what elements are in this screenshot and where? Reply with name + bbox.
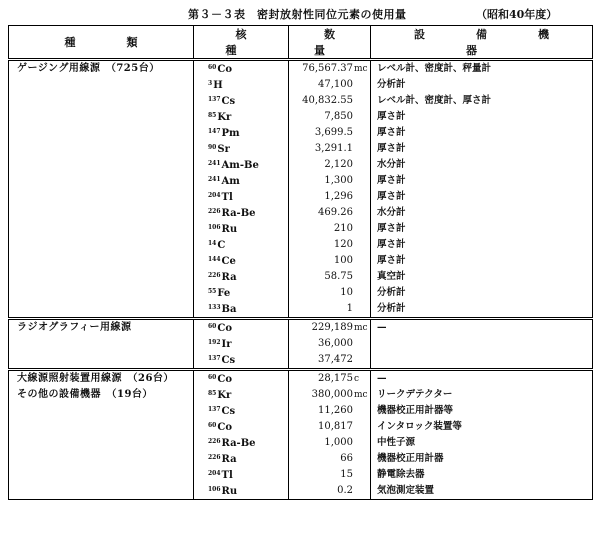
element-symbol: Cs (221, 355, 236, 366)
category-cell (9, 451, 194, 467)
table-row (9, 419, 593, 435)
quantity-cell (289, 451, 371, 467)
category-cell (9, 189, 194, 205)
table-row (9, 93, 593, 109)
equipment-cell: 機器校正用計器 (371, 451, 593, 467)
category-cell: その他の設備機器 （19台） (9, 387, 194, 403)
quantity-cell (289, 125, 371, 141)
quantity-value: 58.75 (324, 271, 353, 282)
nuclide-cell (194, 319, 289, 337)
mass-number: 3 (208, 80, 213, 87)
isotope-usage-table (8, 25, 600, 500)
equipment-cell: 分析計 (371, 77, 593, 93)
category-cell: 大線源照射装置用線源 （26台） (9, 370, 194, 388)
element-symbol: Kr (217, 112, 232, 123)
element-symbol: Ce (221, 256, 236, 267)
element-symbol: Ra-Be (221, 438, 256, 449)
mass-number: 137 (208, 96, 221, 103)
table-row (9, 77, 593, 93)
equipment-cell: 厚さ計 (371, 189, 593, 205)
quantity-value: 1,000 (324, 437, 353, 448)
quantity-cell (289, 141, 371, 157)
quantity-value: 3,291.1 (314, 143, 353, 154)
category-cell: ゲージング用線源 （725台） (9, 60, 194, 78)
mass-number: 60 (208, 64, 217, 71)
table-row (9, 483, 593, 500)
equipment-cell: 厚さ計 (371, 141, 593, 157)
nuclide-cell (194, 189, 289, 205)
quantity-value: 28,175 (318, 373, 353, 384)
quantity-value: 66 (340, 453, 353, 464)
category-cell (9, 173, 194, 189)
mass-number: 106 (208, 224, 221, 231)
quantity-cell (289, 237, 371, 253)
element-symbol: Ra (221, 272, 237, 283)
quantity-cell (289, 435, 371, 451)
quantity-value: 229,189 (311, 322, 353, 333)
quantity-cell (289, 387, 371, 403)
element-symbol: H (213, 80, 223, 91)
table-row (9, 352, 593, 370)
table-row (9, 237, 593, 253)
table-title: 第３－３表 密封放射性同位元素の使用量 (188, 8, 407, 21)
equipment-cell: — (371, 370, 593, 388)
category-cell (9, 125, 194, 141)
quantity-cell (289, 93, 371, 109)
element-symbol: Am-Be (221, 160, 259, 171)
equipment-cell: 厚さ計 (371, 253, 593, 269)
quantity-value: 1,300 (324, 175, 353, 186)
mass-number: 85 (208, 390, 217, 397)
table-row (9, 189, 593, 205)
category-cell (9, 352, 194, 370)
category-cell (9, 205, 194, 221)
mass-number: 204 (208, 192, 221, 199)
quantity-value: 10 (340, 287, 353, 298)
mass-number: 14 (208, 240, 217, 247)
category-cell (9, 403, 194, 419)
nuclide-cell (194, 60, 289, 78)
equipment-cell: 厚さ計 (371, 173, 593, 189)
table-row (9, 403, 593, 419)
table-row (9, 370, 593, 388)
header-nuclide: 核 種 (194, 26, 289, 60)
category-cell (9, 157, 194, 173)
equipment-cell: — (371, 319, 593, 337)
element-symbol: Tl (221, 192, 233, 203)
element-symbol: Co (217, 64, 232, 75)
quantity-cell (289, 77, 371, 93)
category-cell (9, 483, 194, 500)
element-symbol: Ra-Be (221, 208, 256, 219)
quantity-unit: mc (354, 64, 368, 74)
quantity-cell (289, 269, 371, 285)
quantity-value: 15 (340, 469, 353, 480)
element-symbol: Tl (221, 470, 233, 481)
quantity-value: 0.2 (337, 485, 353, 496)
equipment-cell: 厚さ計 (371, 109, 593, 125)
element-symbol: Cs (221, 96, 236, 107)
table-row (9, 141, 593, 157)
element-symbol: Sr (217, 144, 230, 155)
quantity-cell (289, 109, 371, 125)
quantity-cell (289, 221, 371, 237)
element-symbol: Cs (221, 406, 236, 417)
table-row (9, 467, 593, 483)
nuclide-cell (194, 253, 289, 269)
nuclide-cell (194, 269, 289, 285)
nuclide-cell (194, 435, 289, 451)
title-row (0, 6, 600, 22)
nuclide-cell (194, 467, 289, 483)
equipment-cell: 気泡測定装置 (371, 483, 593, 500)
category-cell (9, 237, 194, 253)
quantity-value: 100 (333, 255, 353, 266)
quantity-value: 210 (333, 223, 353, 234)
quantity-cell (289, 483, 371, 500)
element-symbol: Ra (221, 454, 237, 465)
mass-number: 226 (208, 454, 221, 461)
mass-number: 192 (208, 339, 221, 346)
equipment-cell (371, 352, 593, 370)
category-cell (9, 109, 194, 125)
table-body (9, 60, 593, 500)
nuclide-cell (194, 205, 289, 221)
element-symbol: Kr (217, 390, 232, 401)
header-category: 種 類 (9, 26, 194, 60)
mass-number: 204 (208, 470, 221, 477)
element-symbol: Ru (221, 486, 238, 497)
category-cell (9, 336, 194, 352)
quantity-cell (289, 336, 371, 352)
table-row (9, 125, 593, 141)
equipment-cell: 真空計 (371, 269, 593, 285)
table-row (9, 253, 593, 269)
mass-number: 55 (208, 288, 217, 295)
quantity-value: 3,699.5 (314, 127, 353, 138)
element-symbol: Ba (221, 304, 237, 315)
quantity-value: 37,472 (318, 354, 353, 365)
nuclide-cell (194, 370, 289, 388)
nuclide-cell (194, 419, 289, 435)
header-row (9, 26, 593, 60)
nuclide-cell (194, 237, 289, 253)
category-cell (9, 141, 194, 157)
nuclide-cell (194, 301, 289, 319)
quantity-value: 120 (333, 239, 353, 250)
table-row (9, 435, 593, 451)
equipment-cell: レベル計、密度計、厚さ計 (371, 93, 593, 109)
category-cell (9, 77, 194, 93)
table-row (9, 387, 593, 403)
mass-number: 106 (208, 486, 221, 493)
table-row (9, 221, 593, 237)
element-symbol: Co (217, 323, 232, 334)
equipment-cell: 厚さ計 (371, 125, 593, 141)
mass-number: 241 (208, 160, 221, 167)
quantity-unit: c (354, 374, 360, 384)
equipment-cell: 水分計 (371, 157, 593, 173)
mass-number: 85 (208, 112, 217, 119)
equipment-cell: 静電除去器 (371, 467, 593, 483)
mass-number: 226 (208, 272, 221, 279)
element-symbol: Fe (217, 288, 231, 299)
quantity-cell (289, 319, 371, 337)
equipment-cell: リークデテクター (371, 387, 593, 403)
quantity-value: 2,120 (324, 159, 353, 170)
equipment-cell: 水分計 (371, 205, 593, 221)
mass-number: 147 (208, 128, 221, 135)
table-row (9, 109, 593, 125)
quantity-value: 7,850 (324, 111, 353, 122)
quantity-cell (289, 173, 371, 189)
equipment-cell: 分析計 (371, 301, 593, 319)
mass-number: 60 (208, 323, 217, 330)
nuclide-cell (194, 141, 289, 157)
quantity-value: 380,000 (311, 389, 353, 400)
nuclide-cell (194, 77, 289, 93)
nuclide-cell (194, 387, 289, 403)
element-symbol: Ir (221, 339, 232, 350)
mass-number: 137 (208, 355, 221, 362)
nuclide-cell (194, 173, 289, 189)
element-symbol: Pm (221, 128, 240, 139)
category-cell (9, 285, 194, 301)
quantity-value: 47,100 (318, 79, 353, 90)
equipment-cell: 分析計 (371, 285, 593, 301)
mass-number: 226 (208, 208, 221, 215)
quantity-value: 36,000 (318, 338, 353, 349)
quantity-cell (289, 301, 371, 319)
equipment-cell: インタロック装置等 (371, 419, 593, 435)
mass-number: 241 (208, 176, 221, 183)
nuclide-cell (194, 483, 289, 500)
element-symbol: Ru (221, 224, 238, 235)
equipment-cell: 中性子源 (371, 435, 593, 451)
table-row (9, 269, 593, 285)
nuclide-cell (194, 451, 289, 467)
nuclide-cell (194, 221, 289, 237)
mass-number: 133 (208, 304, 221, 311)
category-cell (9, 93, 194, 109)
quantity-cell (289, 157, 371, 173)
quantity-value: 10,817 (318, 421, 353, 432)
mass-number: 226 (208, 438, 221, 445)
equipment-cell: 厚さ計 (371, 237, 593, 253)
quantity-cell (289, 285, 371, 301)
category-cell (9, 301, 194, 319)
nuclide-cell (194, 109, 289, 125)
equipment-cell: 機器校正用計器等 (371, 403, 593, 419)
category-cell (9, 253, 194, 269)
quantity-cell (289, 403, 371, 419)
quantity-cell (289, 253, 371, 269)
table-row (9, 173, 593, 189)
element-symbol: Co (217, 374, 232, 385)
nuclide-cell (194, 352, 289, 370)
category-cell (9, 221, 194, 237)
table-row (9, 60, 593, 78)
nuclide-cell (194, 125, 289, 141)
header-equipment: 設 備 機 器 (371, 26, 593, 60)
element-symbol: C (217, 240, 226, 251)
category-cell (9, 419, 194, 435)
nuclide-cell (194, 93, 289, 109)
mass-number: 60 (208, 374, 217, 381)
mass-number: 137 (208, 406, 221, 413)
quantity-cell (289, 467, 371, 483)
quantity-value: 1,296 (324, 191, 353, 202)
mass-number: 60 (208, 422, 217, 429)
nuclide-cell (194, 403, 289, 419)
mass-number: 90 (208, 144, 217, 151)
quantity-unit: mc (354, 390, 368, 400)
table-row (9, 301, 593, 319)
nuclide-cell (194, 157, 289, 173)
quantity-cell (289, 205, 371, 221)
category-cell (9, 269, 194, 285)
equipment-cell: レベル計、密度計、秤量計 (371, 60, 593, 78)
quantity-value: 469.26 (318, 207, 353, 218)
element-symbol: Co (217, 422, 232, 433)
table-row (9, 451, 593, 467)
table-row (9, 319, 593, 337)
quantity-value: 1 (346, 303, 353, 314)
mass-number: 144 (208, 256, 221, 263)
quantity-value: 40,832.55 (302, 95, 353, 106)
category-cell (9, 467, 194, 483)
nuclide-cell (194, 285, 289, 301)
quantity-value: 11,260 (318, 405, 353, 416)
quantity-value: 76,567.37 (302, 63, 353, 74)
quantity-cell (289, 352, 371, 370)
equipment-cell (371, 336, 593, 352)
quantity-cell (289, 189, 371, 205)
quantity-cell (289, 419, 371, 435)
quantity-unit: mc (354, 323, 368, 333)
table-row (9, 205, 593, 221)
quantity-cell (289, 60, 371, 78)
category-cell (9, 435, 194, 451)
nuclide-cell (194, 336, 289, 352)
category-cell: ラジオグラフィー用線源 (9, 319, 194, 337)
element-symbol: Am (221, 176, 240, 187)
fiscal-year: （昭和40年度） (476, 8, 558, 21)
quantity-cell (289, 370, 371, 388)
table-row (9, 157, 593, 173)
table-row (9, 336, 593, 352)
table-row (9, 285, 593, 301)
equipment-cell: 厚さ計 (371, 221, 593, 237)
header-quantity: 数 量 (289, 26, 371, 60)
